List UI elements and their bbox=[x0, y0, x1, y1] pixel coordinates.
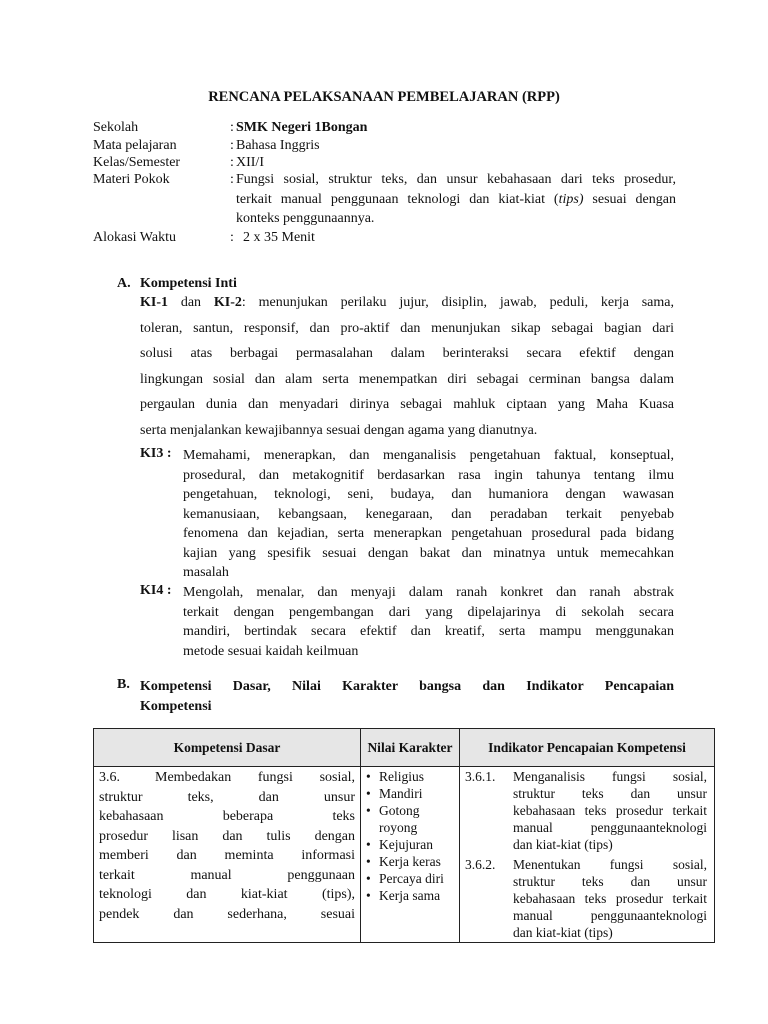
ki3-line: masalah bbox=[183, 565, 229, 580]
materi-label: Materi Pokok bbox=[93, 172, 170, 187]
header-kompetensi-dasar: Kompetensi Dasar bbox=[94, 729, 361, 767]
section-b-letter: B. bbox=[117, 677, 130, 692]
header-nilai-karakter: Nilai Karakter bbox=[361, 729, 460, 767]
indikator-line: manual penggunaanteknologi bbox=[513, 908, 707, 923]
indikator-line: Menentukan fungsi sosial, bbox=[513, 857, 707, 872]
indikator-text bbox=[513, 768, 707, 853]
competency-table bbox=[93, 728, 715, 943]
kd-line: kebahasaan beberapa teks bbox=[99, 809, 355, 824]
sekolah-colon: : bbox=[230, 120, 234, 135]
karakter-list bbox=[362, 768, 458, 904]
kelas-label: Kelas/Semester bbox=[93, 155, 181, 170]
ki12-line: KI-1 dan KI-2: menunjukan perilaku jujur, disiplin, jawab, peduli, kerja sama, bbox=[140, 295, 674, 310]
ki4-line: metode sesuai kaidah keilmuan bbox=[183, 643, 359, 659]
alokasi-value: 2 x 35 Menit bbox=[243, 230, 315, 245]
indikator-number: 3.6.1. bbox=[465, 769, 496, 784]
indikator-line: dan kiat-kiat (tips) bbox=[513, 837, 613, 852]
karakter-item: • Gotong royong bbox=[366, 802, 458, 836]
ki3-line: Memahami, menerapkan, dan menganalisis pengetahuan faktual, konseptual, bbox=[183, 448, 674, 463]
kelas-colon: : bbox=[230, 155, 234, 170]
section-a-title: Kompetensi Inti bbox=[140, 276, 237, 291]
alokasi-colon: : bbox=[230, 230, 234, 245]
indikator-number: 3.6.2. bbox=[465, 857, 496, 872]
ki3-line: prosedural, dan metakognitif berdasarkan rasa ingin tahunya tentang ilmu bbox=[183, 467, 674, 483]
ki4-line: mandiri, bertindak secara efektif dan kreatif, serta mampu menggunakan bbox=[183, 624, 674, 639]
ki12-line: lingkungan sosial dan alam serta menempatkan diri sebagai cerminan bangsa dalam bbox=[140, 371, 674, 387]
ki12-line: pergaulan dunia dan menyadari dirinya sebagai mahluk ciptaan yang Maha Kuasa bbox=[140, 397, 674, 412]
karakter-item: • Kerja keras bbox=[366, 853, 458, 870]
karakter-cell bbox=[361, 767, 460, 943]
ki4-label: KI4 : bbox=[140, 583, 172, 598]
kd-line: struktur teks, dan unsur bbox=[99, 789, 355, 805]
table-header-row bbox=[94, 729, 715, 767]
kd-line: teknologi dan kiat-kiat (tips), bbox=[99, 887, 355, 902]
kd-line: memberi dan meminta informasi bbox=[99, 848, 355, 863]
alokasi-label: Alokasi Waktu bbox=[93, 230, 176, 245]
ki4-line: Mengolah, menalar, dan menyaji dalam ranah konkret dan ranah abstrak bbox=[183, 585, 674, 600]
indikator-line: Menganalisis fungsi sosial, bbox=[513, 769, 707, 784]
indikator-item bbox=[461, 856, 713, 941]
ki12-line: solusi atas berbagai permasalahan dalam berinteraksi secara efektif dengan bbox=[140, 346, 674, 361]
materi-value bbox=[236, 170, 676, 229]
indikator-line: kebahasaan teks prosedur terkait bbox=[513, 803, 707, 818]
kd-cell bbox=[94, 767, 361, 943]
indikator-text bbox=[513, 856, 707, 941]
ki3-line: kajian yang spesifik sesuai dengan bakat dan minatnya untuk memecahkan bbox=[183, 545, 674, 561]
karakter-item: • Kerja sama bbox=[366, 887, 458, 904]
section-b-title-line: Kompetensi bbox=[140, 698, 212, 714]
ki3-label: KI3 : bbox=[140, 446, 172, 461]
ki4-text bbox=[183, 583, 674, 661]
indikator-line: manual penggunaanteknologi bbox=[513, 820, 707, 835]
indikator-item bbox=[461, 768, 713, 853]
mapel-colon: : bbox=[230, 138, 234, 153]
mapel-value: Bahasa Inggris bbox=[236, 138, 320, 153]
karakter-item: • Mandiri bbox=[366, 785, 458, 802]
karakter-item: • Percaya diri bbox=[366, 870, 458, 887]
materi-line: terkait manual penggunaan teknologi dan kiat-kiat (tips) sesuai dengan bbox=[236, 191, 676, 207]
karakter-item: • Kejujuran bbox=[366, 836, 458, 853]
sekolah-value: SMK Negeri 1Bongan bbox=[236, 120, 368, 135]
indikator-line: struktur teks dan unsur bbox=[513, 786, 707, 801]
ki3-line: kemanusiaan, kebangsaan, kenegaraan, dan peradaban terkait penyebab bbox=[183, 506, 674, 522]
ki3-line: pengetahuan, teknologi, seni, budaya, dan humaniora dengan wawasan bbox=[183, 487, 674, 502]
header-indikator: Indikator Pencapaian Kompetensi bbox=[460, 729, 715, 767]
table-row bbox=[94, 767, 715, 943]
kd-line: Membedakan fungsi sosial, bbox=[155, 770, 355, 785]
kelas-value: XII/I bbox=[236, 155, 264, 170]
kd-line: terkait manual penggunaan bbox=[99, 867, 355, 883]
ki12-paragraph bbox=[140, 290, 674, 443]
sekolah-label: Sekolah bbox=[93, 120, 139, 135]
kd-line: pendek dan sederhana, sesuai bbox=[99, 906, 355, 922]
indikator-line: struktur teks dan unsur bbox=[513, 874, 707, 889]
kd-number: 3.6. bbox=[99, 770, 120, 785]
materi-line: Fungsi sosial, struktur teks, dan unsur kebahasaan dari teks prosedur, bbox=[236, 172, 676, 187]
materi-line: konteks penggunaannya. bbox=[236, 211, 375, 226]
section-a-letter: A. bbox=[117, 276, 131, 291]
ki3-text bbox=[183, 446, 674, 583]
ki3-line: fenomena dan kejadian, serta menerapkan pengetahuan prosedural pada bidang bbox=[183, 526, 674, 541]
mapel-label: Mata pelajaran bbox=[93, 138, 177, 153]
indikator-line: kebahasaan teks prosedur terkait bbox=[513, 891, 707, 906]
section-b-title bbox=[140, 677, 674, 716]
indikator-line: dan kiat-kiat (tips) bbox=[513, 925, 613, 940]
document-title: RENCANA PELAKSANAAN PEMBELAJARAN (RPP) bbox=[208, 89, 560, 105]
section-b-title-line: Kompetensi Dasar, Nilai Karakter bangsa dan Indikator Pencapaian bbox=[140, 679, 674, 694]
karakter-item: • Religius bbox=[366, 768, 458, 785]
kd-line: prosedur lisan dan tulis dengan bbox=[99, 828, 355, 844]
materi-colon: : bbox=[230, 172, 234, 187]
ki12-line: toleran, santun, responsif, dan pro-aktif dan menunjukan sikap sebagai bagian dari bbox=[140, 320, 674, 336]
indikator-cell bbox=[460, 767, 715, 943]
ki12-line: serta menjalankan kewajibannya sesuai dengan agama yang dianutnya. bbox=[140, 422, 538, 438]
ki4-line: terkait dengan pengembangan dari yang dipelajarinya di sekolah secara bbox=[183, 604, 674, 620]
